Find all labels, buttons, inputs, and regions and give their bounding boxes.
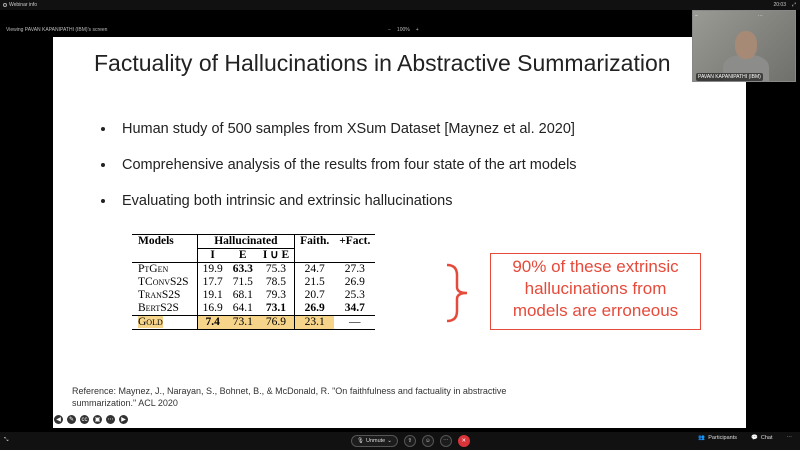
layout-icon[interactable]: ⤡: [4, 437, 9, 443]
video-controls: [695, 13, 763, 19]
model-name: TranS2S: [132, 289, 197, 302]
video-person-head: [735, 31, 757, 59]
shared-slide: [53, 37, 746, 428]
bullet-item: [101, 121, 577, 137]
header-i: I: [210, 249, 215, 261]
more-icon[interactable]: ⋯: [757, 13, 763, 19]
cell-fact: 34.7: [344, 302, 365, 314]
cell-ie: 79.3: [258, 289, 295, 302]
brace-icon: [443, 263, 473, 323]
slide-title: Factuality of Hallucinations in Abstractive Summarization: [94, 50, 671, 76]
callout-box: 90% of these extrinsic hallucinations from models are erroneous: [490, 253, 701, 330]
unmute-button[interactable]: [351, 435, 398, 447]
cell-i: 16.9: [202, 302, 223, 314]
participants-icon: 👥: [698, 435, 706, 441]
header-e: E: [238, 249, 247, 261]
header-hallucinated: Hallucinated: [197, 235, 295, 249]
webinar-info-label: Webinar info: [9, 2, 37, 8]
chat-button[interactable]: [751, 435, 772, 441]
cell-i: 19.9: [197, 263, 228, 277]
cell-ie: 75.3: [258, 263, 295, 277]
chevron-down-icon: ⌄: [387, 438, 392, 444]
model-name-text: Gold: [138, 316, 163, 328]
arrow-left-icon[interactable]: ◀: [54, 415, 63, 424]
table-row: [132, 263, 375, 277]
clock: 20:03: [773, 2, 786, 8]
header-models: Models: [132, 235, 197, 263]
chat-icon: 💬: [751, 435, 758, 441]
cell-e: 64.1: [232, 302, 253, 314]
arrow-right-icon[interactable]: ▶: [119, 415, 128, 424]
pen-icon[interactable]: ✎: [68, 417, 75, 423]
bullet-text: Comprehensive analysis of the results from four state of the art models: [122, 157, 577, 173]
reference-line-2: summarization." ACL 2020: [72, 398, 178, 408]
participants-button[interactable]: [698, 435, 737, 441]
table-row-gold: [132, 316, 375, 330]
unmute-label: Unmute: [365, 438, 386, 444]
close-icon: ✕: [461, 438, 467, 444]
header-faith: Faith.: [295, 235, 335, 263]
cell-fact: 25.3: [344, 289, 365, 301]
results-table: [132, 234, 375, 330]
webinar-info[interactable]: [3, 2, 37, 8]
more-icon: ⋯: [443, 438, 449, 444]
cell-faith: 26.9: [304, 302, 325, 314]
bullet-text: Evaluating both intrinsic and extrinsic hallucinations: [122, 193, 453, 209]
model-name: BertS2S: [132, 302, 197, 316]
table-row: [132, 289, 375, 302]
participant-name: PAVAN KAPANIPATHI (IBM): [698, 74, 761, 80]
more-icon[interactable]: ⋯: [107, 417, 114, 423]
view-bar: [0, 26, 690, 34]
reactions-button[interactable]: [422, 435, 434, 447]
bullet-dot: [101, 199, 105, 203]
cell-fact: 26.9: [344, 276, 365, 288]
bullet-item: [101, 157, 577, 173]
cell-ie: 73.1: [258, 302, 295, 316]
cell-faith: 21.5: [304, 276, 325, 288]
cell-fact: 27.3: [334, 263, 375, 277]
mic-muted-icon: 🎙: [357, 438, 364, 444]
cell-i: 17.7: [202, 276, 223, 288]
cell-i: 7.4: [197, 316, 228, 330]
minimize-icon[interactable]: −: [695, 13, 698, 19]
fullscreen-icon[interactable]: ⤢: [791, 2, 796, 8]
header-fact: +Fact.: [334, 235, 375, 263]
share-button[interactable]: [404, 435, 416, 447]
zoom-out-button[interactable]: −: [388, 27, 391, 33]
more-icon[interactable]: ⋯: [786, 435, 792, 441]
share-icon: ⇧: [407, 438, 413, 444]
cell-e: 73.1: [228, 316, 258, 330]
panel-controls: [698, 435, 792, 441]
captions-icon[interactable]: cc: [81, 416, 88, 423]
bullet-dot: [101, 127, 105, 131]
table-row: [132, 276, 375, 289]
model-name: PtGen: [132, 263, 197, 277]
header-ie: I ∪ E: [258, 249, 295, 263]
top-bar: [0, 0, 800, 10]
cell-faith: 20.7: [304, 289, 325, 301]
cell-faith: 24.7: [295, 263, 335, 277]
participants-label: Participants: [708, 435, 738, 441]
zoom-controls: [388, 27, 419, 33]
info-icon: [3, 3, 7, 7]
leave-button[interactable]: [458, 435, 470, 447]
video-tile[interactable]: [692, 10, 796, 82]
cell-fact: —: [334, 316, 375, 330]
cell-e: 71.5: [232, 276, 253, 288]
reference: [72, 385, 552, 409]
bullet-item: [101, 193, 577, 209]
meeting-toolbar: [0, 432, 800, 450]
emoji-icon: ☺: [425, 438, 431, 444]
zoom-level: 100%: [396, 27, 410, 33]
viewing-label: Viewing PAVAN KAPANIPATHI (IBM)'s screen: [6, 27, 108, 33]
cell-faith: 23.1: [295, 316, 335, 330]
more-options-button[interactable]: [440, 435, 452, 447]
cell-ie: 78.5: [258, 276, 295, 289]
meeting-controls: [351, 435, 470, 447]
bullet-dot: [101, 163, 105, 167]
model-name: [132, 316, 197, 330]
reference-line-1: Reference: Maynez, J., Narayan, S., Bohnet, B., & McDonald, R. "On faithfulness and factuality in abstractive: [72, 386, 507, 396]
cell-i: 19.1: [202, 289, 223, 301]
annotation-toolbar: [54, 415, 128, 424]
cell-e: 68.1: [232, 289, 253, 301]
bullet-list: [101, 121, 577, 229]
table-row: [132, 302, 375, 316]
image-icon[interactable]: ▣: [94, 417, 101, 423]
bullet-text: Human study of 500 samples from XSum Dataset [Maynez et al. 2020]: [122, 121, 575, 137]
cell-ie: 76.9: [258, 316, 295, 330]
cell-e: 63.3: [228, 263, 258, 277]
zoom-in-button[interactable]: +: [415, 27, 419, 33]
model-name: TConvS2S: [132, 276, 197, 289]
chat-label: Chat: [760, 435, 773, 441]
